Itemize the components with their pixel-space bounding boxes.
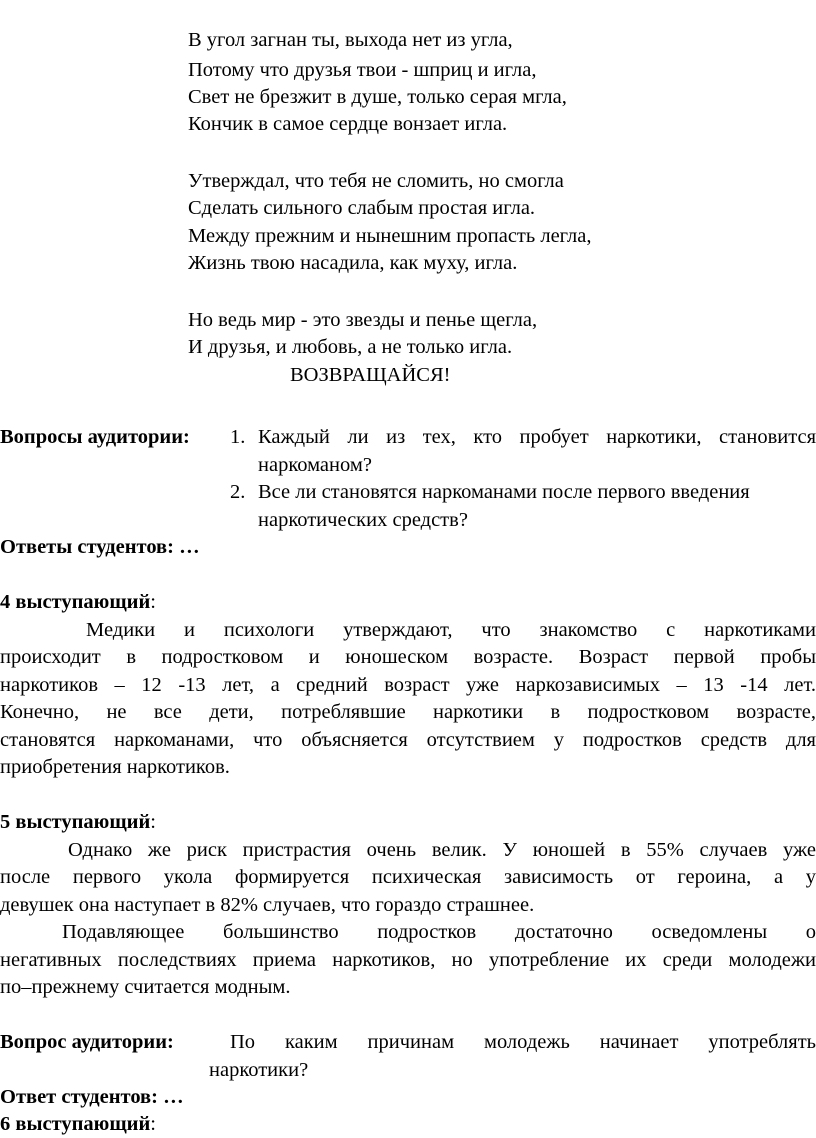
paragraph-line: Медики и психологи утверждают, что знакомство с наркотиками: [86, 619, 816, 641]
paragraph-line: происходит в подростковом и юношеском возрасте. Возраст первой пробы: [0, 646, 816, 668]
poem-line: Свет не брезжит в душе, только серая мгла,: [188, 86, 567, 108]
question-text: Все ли становятся наркоманами после первого введения: [258, 481, 750, 503]
answers-label: Ответы студентов: …: [0, 536, 200, 558]
poem-line: И друзья, и любовь, а не только игла.: [188, 336, 513, 358]
paragraph-line: наркотиков – 12 -13 лет, а средний возраст уже наркозависимых – 13 -14 лет.: [0, 674, 816, 696]
paragraph-line: Однако же риск пристрастия очень велик. У юношей в 55% случаев уже: [68, 839, 816, 861]
speaker-heading: 5 выступающий:: [0, 811, 156, 833]
question-number: 2.: [230, 481, 246, 503]
question-label: Вопрос аудитории:: [0, 1031, 174, 1053]
speaker-heading: 6 выступающий:: [0, 1113, 156, 1135]
poem-line: Жизнь твою насадила, как муху, игла.: [188, 252, 518, 274]
question-text: По каким причинам молодежь начинает употреблять: [230, 1031, 816, 1053]
poem-ending: ВОЗВРАЩАЙСЯ!: [290, 364, 451, 386]
paragraph-line: становятся наркоманами, что объясняется отсутствием у подростков средств для: [0, 729, 816, 751]
question-number: 1.: [230, 426, 246, 448]
paragraph-line: Конечно, не все дети, потреблявшие наркотики в подростковом возрасте,: [0, 701, 816, 723]
paragraph-line: приобретения наркотиков.: [0, 756, 230, 778]
questions-label: Вопросы аудитории:: [0, 426, 190, 448]
answer-label: Ответ студентов: …: [0, 1086, 184, 1108]
question-text: наркотических средств?: [258, 509, 468, 531]
paragraph-line: девушек она наступает в 82% случаев, что гораздо страшнее.: [0, 894, 535, 916]
poem-line: Кончик в самое сердце вонзает игла.: [188, 113, 508, 135]
paragraph-line: по–прежнему считается модным.: [0, 976, 291, 998]
poem-line: В угол загнан ты, выхода нет из угла,: [188, 29, 513, 51]
question-text: наркотики?: [209, 1059, 309, 1081]
question-text: Каждый ли из тех, кто пробует наркотики, становится: [258, 426, 816, 448]
paragraph-line: негативных последствиях приема наркотиков, но употребление их среди молодежи: [0, 949, 816, 971]
poem-line: Между прежним и нынешним пропасть легла,: [188, 225, 592, 247]
speaker-heading: 4 выступающий:: [0, 591, 156, 613]
paragraph-line: Подавляющее большинство подростков достаточно осведомлены о: [62, 921, 816, 943]
poem-line: Потому что друзья твои - шприц и игла,: [188, 59, 537, 81]
paragraph-line: после первого укола формируется психическая зависимость от героина, а у: [0, 866, 816, 888]
poem-line: Но ведь мир - это звезды и пенье щегла,: [188, 309, 538, 331]
poem-line: Утверждал, что тебя не сломить, но смогла: [188, 170, 564, 192]
poem-line: Сделать сильного слабым простая игла.: [188, 197, 536, 219]
question-text: наркоманом?: [258, 454, 372, 476]
